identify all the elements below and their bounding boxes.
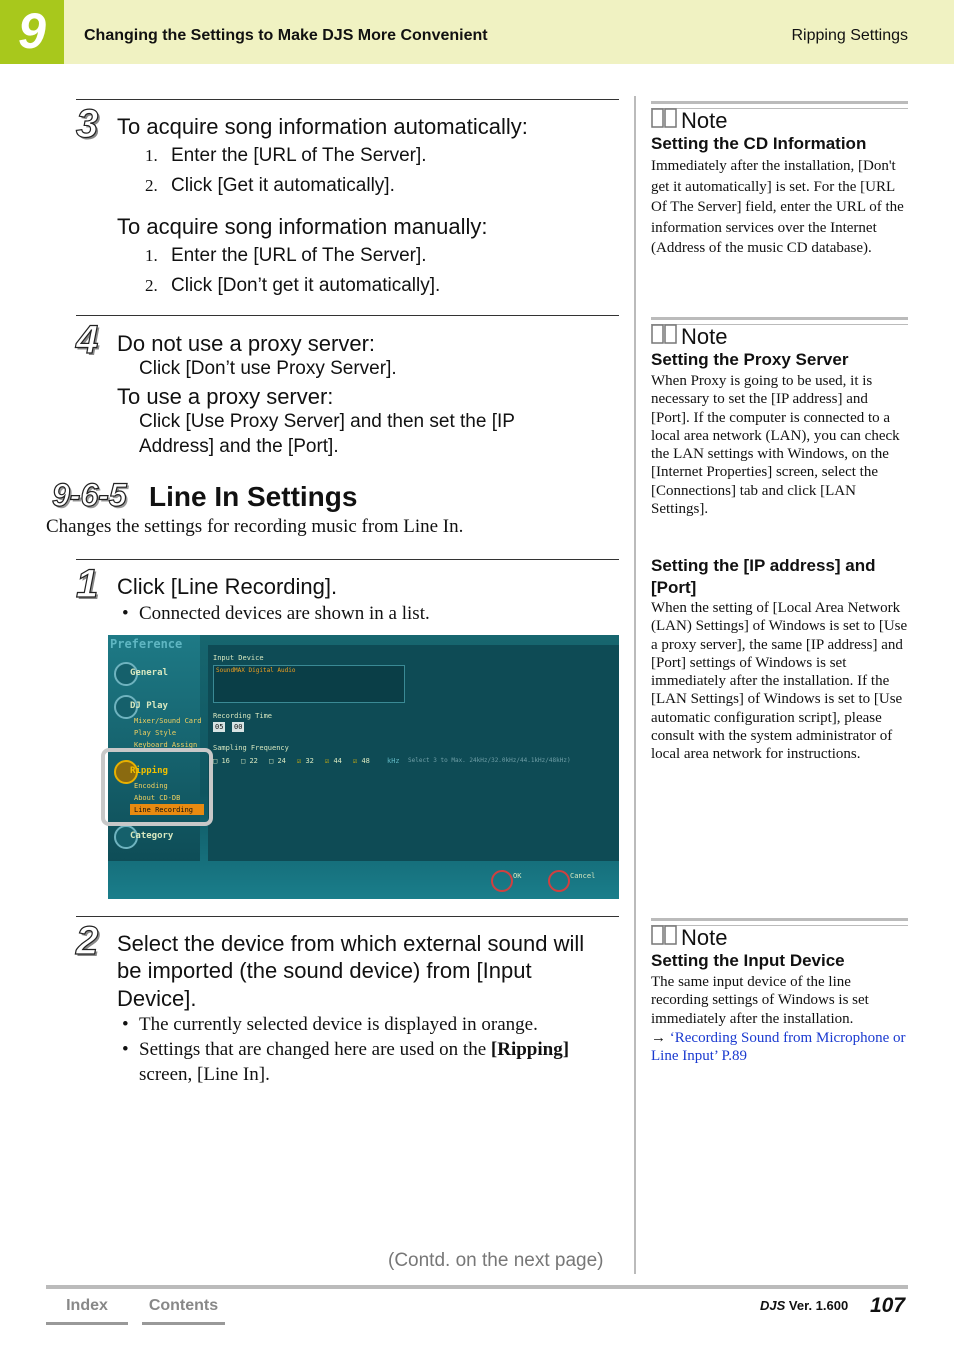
freq-32[interactable]: ☑ 32 <box>297 757 314 765</box>
note-text: The same input device of the line recording settings of Windows is set immediately after the installation. <box>651 974 869 1027</box>
note-link-line: → ‘Recording Sound from Microphone or Line Input’ P.89 <box>651 1030 906 1065</box>
step-heading: Do not use a proxy server: <box>117 331 376 356</box>
note-label: Note <box>681 324 728 349</box>
bullet-text: screen, [Line In]. <box>139 1064 270 1085</box>
sampling-label: Sampling Frequency <box>213 744 289 752</box>
freq-22[interactable]: □ 22 <box>241 757 258 765</box>
pref-logo: Preference <box>110 637 183 651</box>
step-number: 1 <box>76 562 99 606</box>
note-heading: Setting the Input Device <box>651 951 845 970</box>
submenu-item[interactable]: About CD-DB <box>134 794 181 802</box>
note-text: When the setting of [Local Area Network (LAN) Settings] of Windows is set to [Use a proxy server], the same [IP address] and [Port] settings of Windows is set immediately after the installation. If the [LAN Settings] of Windows is set to [Use automatic configuration script], please consult with the system administrator of local area network for instructions. <box>651 600 908 763</box>
section-title: Line In Settings <box>149 481 358 512</box>
rec-minute-value: 00 <box>234 723 243 731</box>
list-item-text: Enter the [URL of The Server]. <box>171 145 427 166</box>
step-heading: Select the device from which external sound will <box>117 931 585 956</box>
step-heading: Device]. <box>117 986 197 1011</box>
cancel-button[interactable]: Cancel <box>570 872 596 880</box>
step-text: Click [Don’t use Proxy Server]. <box>139 358 397 379</box>
step-number: 4 <box>76 318 99 362</box>
note-label: Note <box>681 925 728 950</box>
book-icon <box>651 107 677 129</box>
step-number: 3 <box>76 102 99 146</box>
freq-48[interactable]: ☑ 48 <box>353 757 370 765</box>
step-divider <box>76 99 619 100</box>
input-device-value[interactable]: SoundMAX Digital Audio <box>216 667 296 674</box>
note-text: When Proxy is going to be used, it is necessary to set the [IP address] and [Port]. If the computer is connected to a local area network (LAN), you can check the LAN settings with Windows, on the [Internet Properties] screen, select the [Connections] tab and click [LAN Settings]. <box>651 373 900 518</box>
rec-hour-value: 05 <box>215 723 224 731</box>
list-item-text: Click [Get it automatically]. <box>171 175 395 196</box>
list-item: 1. <box>145 146 158 165</box>
continued-note: (Contd. on the next page) <box>388 1250 604 1271</box>
ok-button[interactable]: OK <box>513 872 522 880</box>
note-heading: Setting the CD Information <box>651 134 867 153</box>
submenu-item[interactable]: Play Style <box>134 729 177 737</box>
submenu-item[interactable]: Encoding <box>134 782 168 790</box>
highlight-frame <box>101 748 213 826</box>
freq-16[interactable]: □ 16 <box>213 757 230 765</box>
step-divider <box>76 559 619 560</box>
bullet-dot: • <box>122 603 129 624</box>
bullet-dot: • <box>122 1039 129 1060</box>
note-label: Note <box>681 108 728 133</box>
step-divider <box>76 916 619 917</box>
submenu-item-selected[interactable]: Line Recording <box>134 806 194 814</box>
index-link[interactable]: Index <box>46 1296 128 1325</box>
note-heading: Setting the [IP address] and [Port] <box>651 556 876 597</box>
bullet-dot: • <box>122 1014 129 1035</box>
note-heading: Setting the Proxy Server <box>651 350 849 369</box>
list-item-text: Click [Don’t get it automatically]. <box>171 275 441 296</box>
freq-44[interactable]: ☑ 44 <box>325 757 342 765</box>
book-icon <box>651 323 677 345</box>
bullet-text: The currently selected device is displayed in orange. <box>139 1014 538 1035</box>
bullet-text: Connected devices are shown in a list. <box>139 603 430 624</box>
ok-icon[interactable] <box>491 870 513 892</box>
freq-24[interactable]: □ 24 <box>269 757 286 765</box>
section-number: 9-6-5 <box>52 477 127 513</box>
header-title: Changing the Settings to Make DJS More Convenient <box>84 27 488 44</box>
submenu-item[interactable]: Mixer/Sound Card <box>134 717 202 725</box>
menu-dj-play[interactable]: DJ Play <box>130 701 168 711</box>
step-heading: To acquire song information manually: <box>117 214 488 239</box>
recording-time-label: Recording Time <box>213 712 273 720</box>
column-divider <box>634 96 636 1274</box>
step-heading: Click [Line Recording]. <box>117 574 338 599</box>
cancel-icon[interactable] <box>548 870 570 892</box>
section-intro: Changes the settings for recording music from Line In. <box>46 516 464 537</box>
cross-ref-link[interactable]: ‘Recording Sound from Microphone or Line Input’ P.89 <box>651 1030 906 1065</box>
step-heading: To use a proxy server: <box>117 384 334 409</box>
header-section: Ripping Settings <box>791 27 908 44</box>
input-device-label: Input Device <box>213 654 264 662</box>
submenu-item[interactable]: Keyboard Assign <box>134 741 198 749</box>
page-number: 107 <box>870 1294 906 1317</box>
step-text: Address] and the [Port]. <box>139 436 339 457</box>
step-divider <box>76 315 619 316</box>
step-heading: be imported (the sound device) from [Input <box>117 958 532 983</box>
menu-general[interactable]: General <box>130 668 168 678</box>
list-item-text: Enter the [URL of The Server]. <box>171 245 427 266</box>
footer-rule <box>46 1285 908 1289</box>
contents-link[interactable]: Contents <box>142 1296 225 1325</box>
list-item: 2. <box>145 276 158 295</box>
freq-note: Select 3 to Max. 24kHz/32.0kHz/44.1kHz/48kHz) <box>408 757 571 764</box>
note-text: Immediately after the installation, [Don't get it automatically] is set. For the [URL Of The Server] field, enter the URL of the information services over the Internet (Address of the music CD database). <box>651 158 904 256</box>
step-number: 2 <box>76 919 99 963</box>
step-heading: To acquire song information automatically: <box>117 114 528 139</box>
menu-ripping[interactable]: Ripping <box>130 766 168 776</box>
list-item: 1. <box>145 246 158 265</box>
step-text: Click [Use Proxy Server] and then set the [IP <box>139 411 515 432</box>
version-label: DJS Ver. 1.600 <box>760 1298 849 1313</box>
menu-category[interactable]: Category <box>130 831 174 841</box>
book-icon <box>651 924 677 946</box>
chapter-number: 9 <box>18 3 46 59</box>
freq-unit: kHz <box>387 757 400 765</box>
list-item: 2. <box>145 176 158 195</box>
bullet-text: Settings that are changed here are used on the [Ripping] <box>139 1039 570 1060</box>
